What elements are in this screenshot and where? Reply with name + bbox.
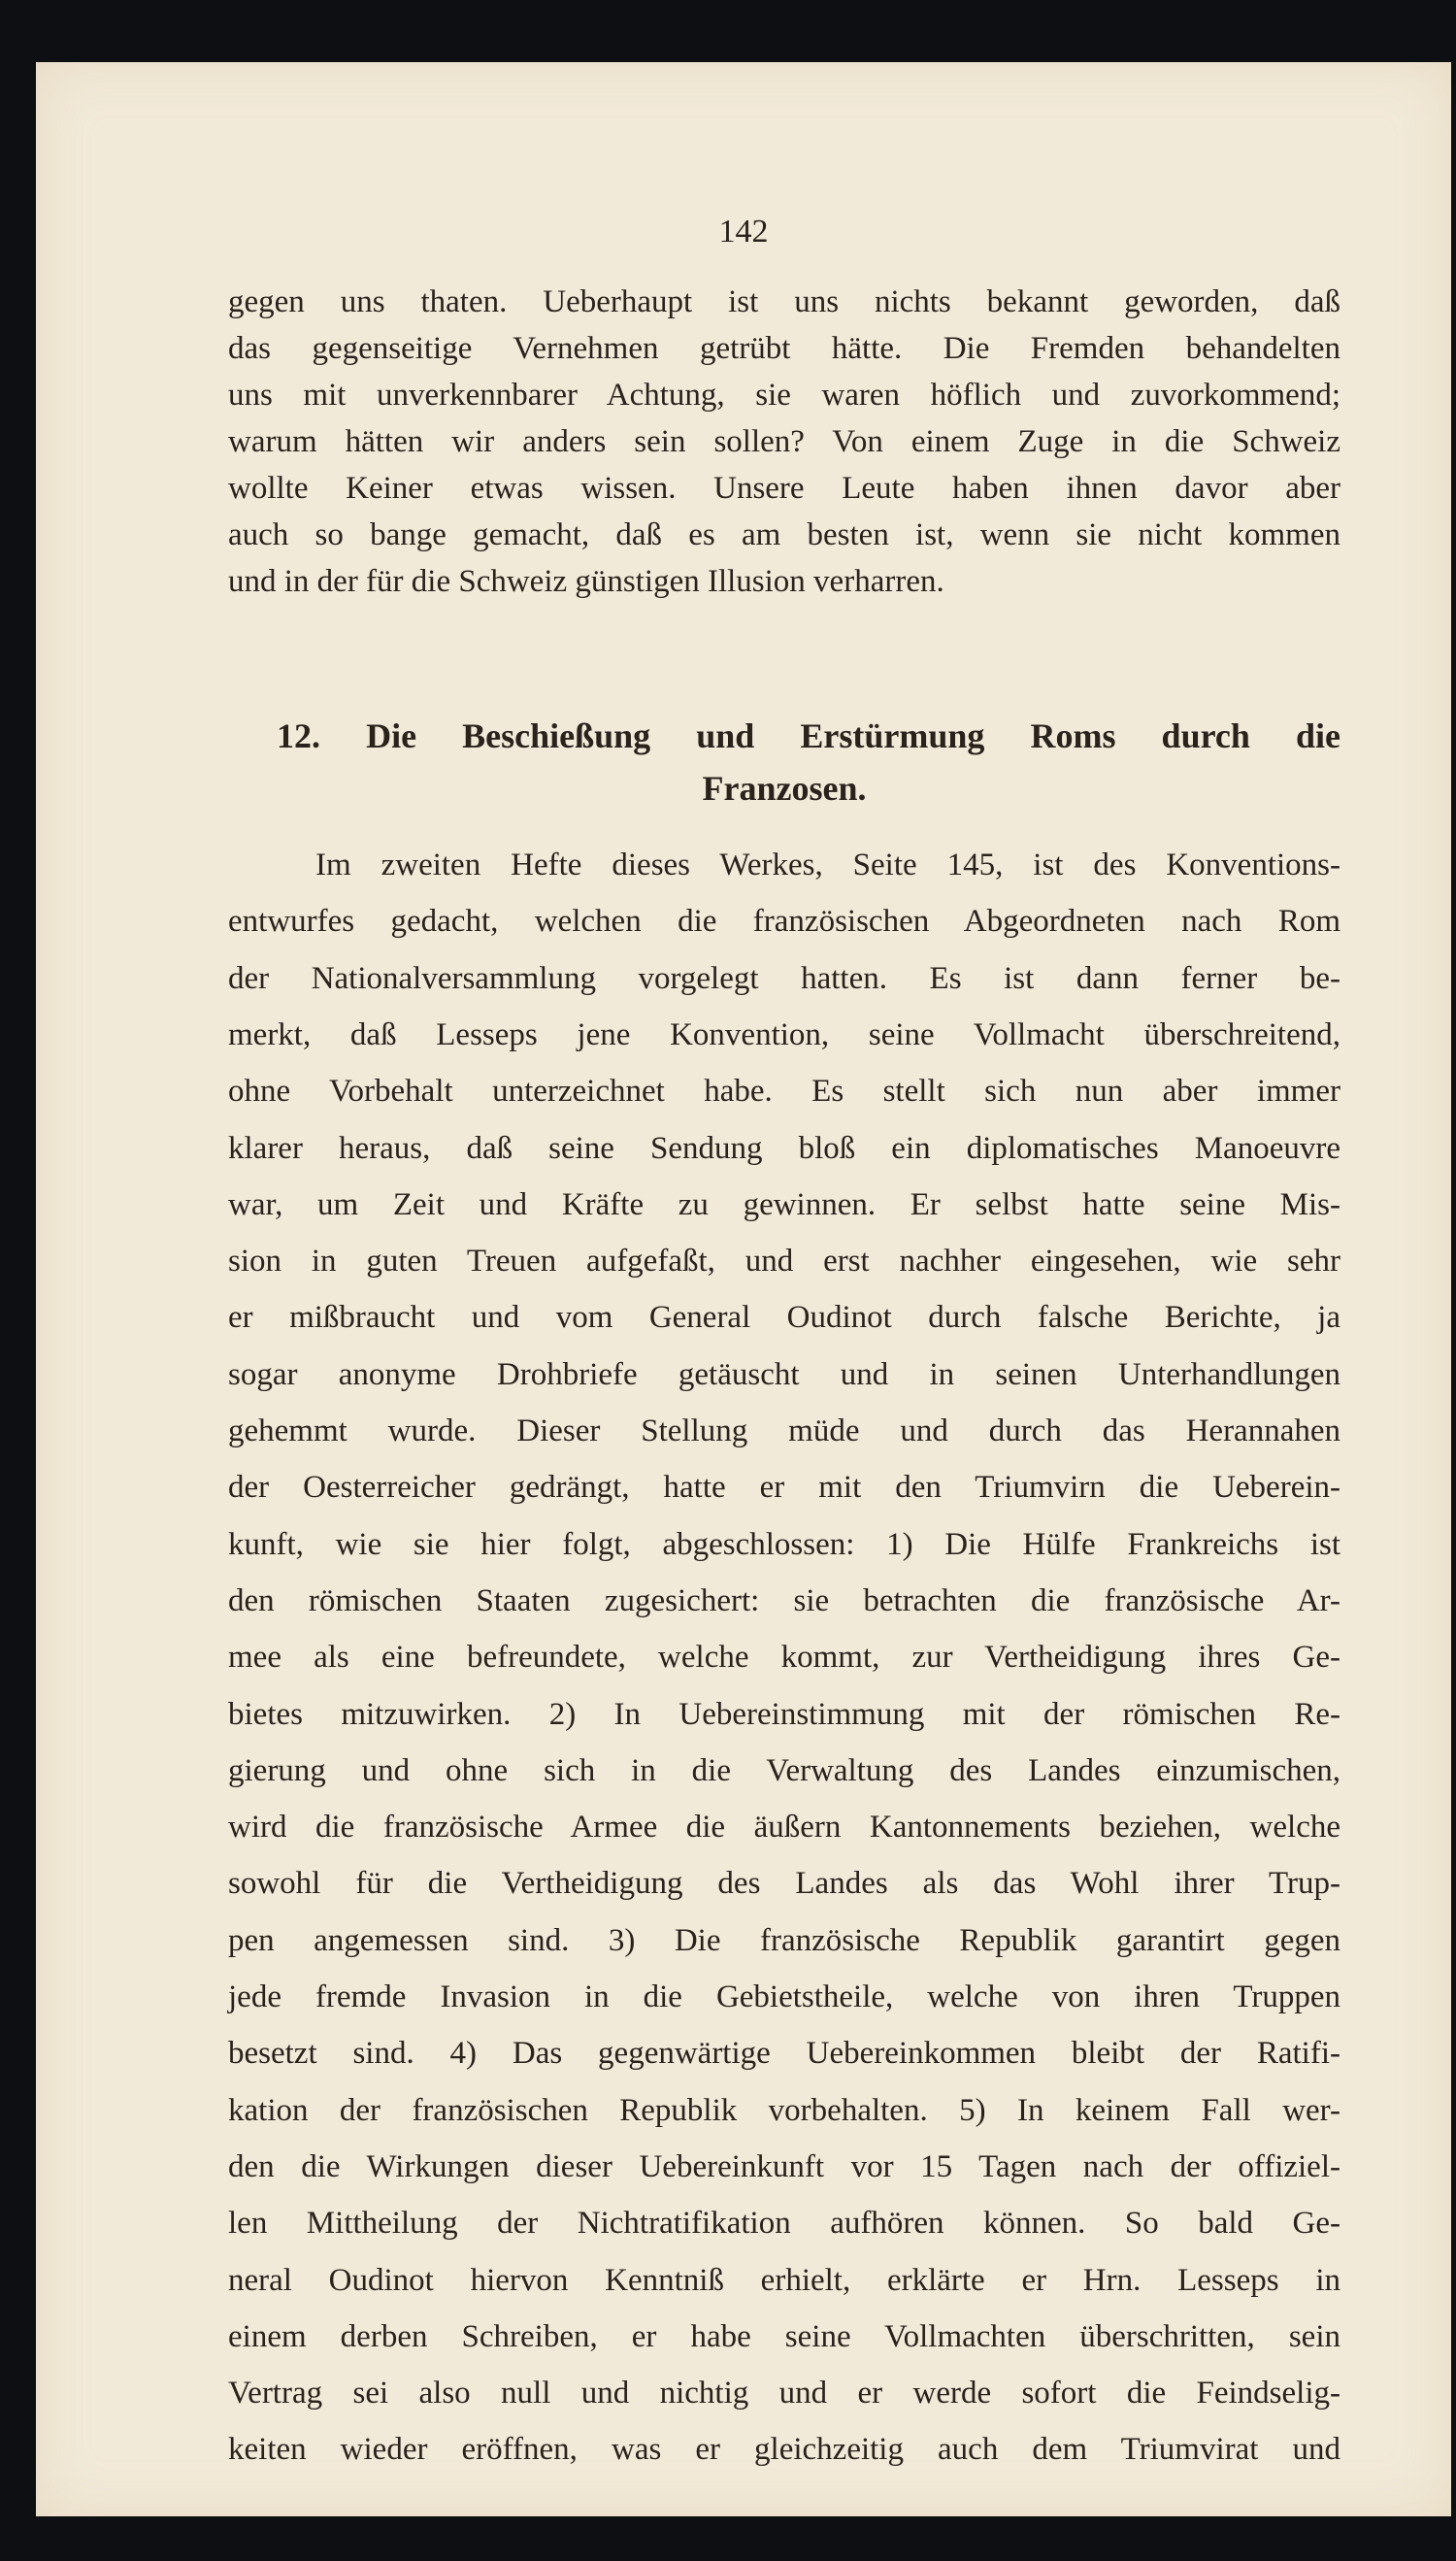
text-line: kation der französischen Republik vorbehalten. 5) In keinem Fall wer- (228, 2092, 1340, 2128)
text-line: len Mittheilung der Nichtratifikation aufhören können. So bald Ge- (228, 2206, 1340, 2242)
text-line: entwurfes gedacht, welchen die französischen Abgeordneten nach Rom (228, 904, 1340, 940)
text-line: Vertrag sei also null und nichtig und er werde sofort die Feindselig- (228, 2376, 1340, 2411)
text-line: der Oesterreicher gedrängt, hatte er mit den Triumvirn die Ueberein- (228, 1470, 1340, 1506)
text-line: sion in guten Treuen aufgefaßt, und erst nachher eingesehen, wie sehr (228, 1244, 1340, 1280)
text-line: ohne Vorbehalt unterzeichnet habe. Es stellt sich nun aber immer (228, 1074, 1340, 1110)
text-line: pen angemessen sind. 3) Die französische Republik garantirt gegen (228, 1922, 1340, 1958)
text-line: das gegenseitige Vernehmen getrübt hätte. Die Fremden behandelten (228, 331, 1340, 366)
text-line: kunft, wie sie hier folgt, abgeschlossen: 1) Die Hülfe Frankreichs ist (228, 1526, 1340, 1562)
text-line: auch so bange gemacht, daß es am besten ist, wenn sie nicht kommen (228, 517, 1340, 552)
text-line: sowohl für die Vertheidigung des Landes als das Wohl ihrer Trup- (228, 1866, 1340, 1902)
text-line: den die Wirkungen dieser Uebereinkunft vor 15 Tagen nach der offiziel- (228, 2148, 1340, 2184)
text-line: der Nationalversammlung vorgelegt hatten. Es ist dann ferner be- (228, 960, 1340, 996)
text-line: bietes mitzuwirken. 2) In Uebereinstimmung mit der römischen Re- (228, 1696, 1340, 1732)
text-line: gierung und ohne sich in die Verwaltung des Landes einzumischen, (228, 1752, 1340, 1788)
text-line: Im zweiten Hefte dieses Werkes, Seite 145, ist des Konventions- (315, 848, 1340, 882)
text-line: warum hätten wir anders sein sollen? Von einem Zuge in die Schweiz (228, 424, 1340, 459)
text-line: keiten wieder eröffnen, was er gleichzeitig auch dem Triumvirat und (228, 2432, 1340, 2468)
text-line: er mißbraucht und vom General Oudinot durch falsche Berichte, ja (228, 1300, 1340, 1336)
page-number: 142 (718, 214, 769, 249)
text-line: mee als eine befreundete, welche kommt, zur Vertheidigung ihres Ge- (228, 1640, 1340, 1676)
text-line: war, um Zeit und Kräfte zu gewinnen. Er selbst hatte seine Mis- (228, 1186, 1340, 1222)
text-line: neral Oudinot hiervon Kenntniß erhielt, erklärte er Hrn. Lesseps in (228, 2262, 1340, 2298)
text-line: und in der für die Schweiz günstigen Illusion verharren. (228, 564, 944, 599)
text-line: merkt, daß Lesseps jene Konvention, seine Vollmacht überschreitend, (228, 1016, 1340, 1052)
text-line: gehemmt wurde. Dieser Stellung müde und durch das Herannahen (228, 1414, 1340, 1448)
text-line: sogar anonyme Drohbriefe getäuscht und in seinen Unterhandlungen (228, 1356, 1340, 1392)
book-page (36, 62, 1451, 2516)
text-line: besetzt sind. 4) Das gegenwärtige Uebereinkommen bleibt der Ratifi- (228, 2036, 1340, 2072)
text-line: den römischen Staaten zugesichert: sie betrachten die französische Ar- (228, 1582, 1340, 1618)
text-line: gegen uns thaten. Ueberhaupt ist uns nichts bekannt geworden, daß (228, 284, 1340, 319)
section-heading-line-1: 12. Die Beschießung und Erstürmung Roms durch die (277, 716, 1340, 755)
text-line: einem derben Schreiben, er habe seine Vollmachten überschritten, sein (228, 2318, 1340, 2354)
text-line: klarer heraus, daß seine Sendung bloß ein diplomatisches Manoeuvre (228, 1130, 1340, 1166)
text-line: wird die französische Armee die äußern Kantonnements beziehen, welche (228, 1810, 1340, 1846)
text-line: wollte Keiner etwas wissen. Unsere Leute haben ihnen davor aber (228, 471, 1340, 506)
text-line: uns mit unverkennbarer Achtung, sie waren höflich und zuvorkommend; (228, 378, 1340, 413)
text-line: jede fremde Invasion in die Gebietstheile, welche von ihren Truppen (228, 1979, 1340, 2014)
section-heading-line-2: Franzosen. (702, 769, 867, 808)
